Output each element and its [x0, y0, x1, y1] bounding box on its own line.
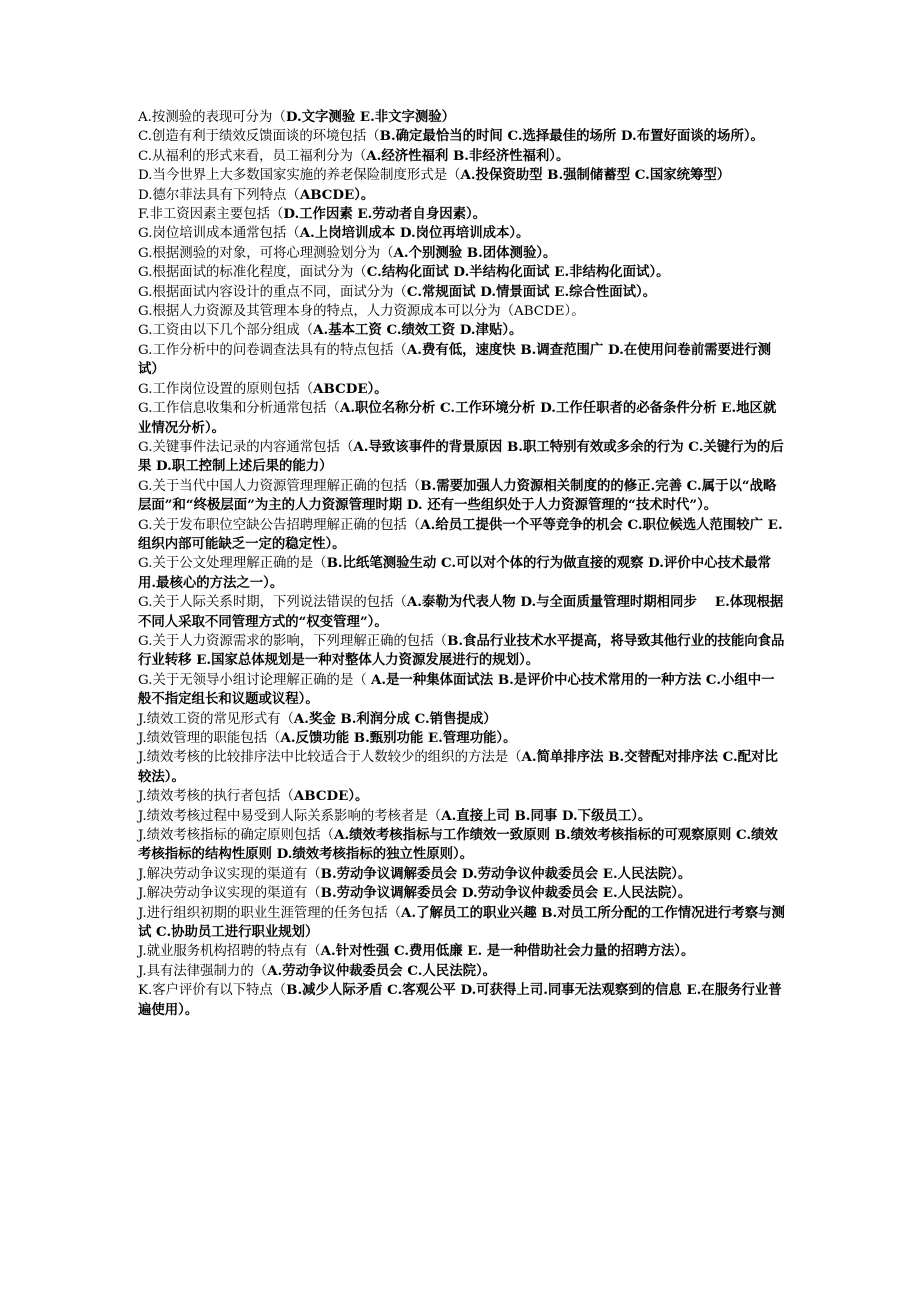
list-item: J.绩效考核的执行者包括（ABCDE）。	[138, 788, 369, 805]
list-item: G.关于发布职位空缺公告招聘理解正确的包括（A.给员工提供一个平等竞争的机会 C.职位候选人范围较广 E.组织内部可能缺乏一定的稳定性）。	[138, 516, 783, 552]
list-item: K.客户评价有以下特点（B.减少人际矛盾 C.客观公平 D.可获得上司.同事无法观察到的信息 E.在服务行业普遍使用）。	[138, 982, 782, 1018]
list-item: J.绩效管理的职能包括（A.反馈功能 B.甄别功能 E.管理功能）。	[138, 730, 517, 746]
list-item: D.德尔菲法具有下列特点（ABCDE）。	[138, 186, 375, 203]
list-item: G.工作岗位设置的原则包括（ABCDE）。	[138, 380, 388, 397]
list-item: G.根据人力资源及其管理本身的特点，人力资源成本可以分为（ABCDE）。	[138, 304, 585, 320]
list-item: G.工资由以下几个部分组成（A.基本工资 C.绩效工资 D.津贴）。	[138, 322, 523, 339]
list-item: G.岗位培训成本通常包括（A.上岗培训成本 D.岗位再培训成本）。	[138, 225, 530, 242]
list-item: A.按测验的表现可分为（D.文字测验 E.非文字测验）	[138, 109, 456, 125]
list-item: J.绩效工资的常见形式有（A.奖金 B.利润分成 C.销售提成）	[138, 710, 497, 727]
document-body	[138, 108, 786, 1020]
list-item: G.关于当代中国人力资源管理理解正确的包括（B.需要加强人力资源相关制度的的修正.完善 C.属于以“战略层面”和“终极层面”为主的人力资源管理时期 D. 还有一些组织处于人力资源管理的“技术时代”）。	[138, 477, 777, 514]
list-item: G.关于人际关系时期，下列说法错误的包括（A.泰勒为代表人物 D.与全面质量管理时期相同步 E.体现根据不同人采取不同管理方式的“权变管理”）。	[138, 594, 784, 630]
list-item: G.关于人力资源需求的影响，下列理解正确的包括（B.食品行业技术水平提高，将导致其他行业的技能向食品行业转移 E.国家总体规划是一种对整体人力资源发展进行的规划）。	[138, 632, 785, 669]
list-item: G.根据测验的对象，可将心理测验划分为（A.个别测验 B.团体测验）。	[138, 244, 557, 261]
list-item: J.具有法律强制力的（A.劳动争议仲裁委员会 C.人民法院）。	[138, 962, 497, 979]
list-item: G.关于无领导小组讨论理解正确的是（ A.是一种集体面试法 B.是评价中心技术常用的一种方法 C.小组中一般不指定组长和议题或议程）。	[138, 671, 775, 708]
list-item: J.绩效考核指标的确定原则包括（A.绩效考核指标与工作绩效一致原则 B.绩效考核指标的可观察原则 C.绩效考核指标的结构性原则 D.绩效考核指标的独立性原则）。	[138, 827, 778, 863]
list-item: G.工作分析中的问卷调查法具有的特点包括（A.费有低，速度快 B.调查范围广 D.在使用问卷前需要进行测试）	[138, 341, 772, 378]
list-item: J.解决劳动争议实现的渠道有（B.劳动争议调解委员会 D.劳动争议仲裁委员会 E.人民法院）。	[138, 885, 692, 902]
list-item: G.根据面试内容设计的重点不同，面试分为（C.常规面试 D.情景面试 E.综合性面试）。	[138, 283, 657, 300]
list-item: G.关键事件法记录的内容通常包括（A.导致该事件的背景原因 B.职工特别有效或多余的行为 C.关键行为的后果 D.职工控制上述后果的能力）	[138, 438, 784, 475]
list-item: C.从福利的形式来看，员工福利分为（A.经济性福利 B.非经济性福利）。	[138, 147, 570, 164]
list-item: G.根据面试的标准化程度，面试分为（C.结构化面试 D.半结构化面试 E.非结构化面试）。	[138, 264, 670, 281]
list-item: J.绩效考核的比较排序法中比较适合于人数较少的组织的方法是（A.简单排序法 B.交替配对排序法 C.配对比较法）。	[138, 749, 778, 785]
list-item: J.进行组织初期的职业生涯管理的任务包括（A.了解员工的职业兴趣 B.对员工所分配的工作情况进行考察与测试 C.协助员工进行职业规划）	[138, 904, 785, 941]
list-item: G.关于公文处理理解正确的是（B.比纸笔测验生动 C.可以对个体的行为做直接的观察 D.评价中心技术最常用.最核心的方法之一）。	[138, 555, 772, 591]
list-item: D.当今世界上大多数国家实施的养老保险制度形式是（A.投保资助型 B.强制储蓄型 C.国家统筹型）	[138, 167, 731, 184]
list-item: C.创造有利于绩效反馈面谈的环境包括（B.确定最恰当的时间 C.选择最佳的场所 D.布置好面谈的场所）。	[138, 128, 764, 145]
list-item: J.就业服务机构招聘的特点有（A.针对性强 C.费用低廉 E. 是一种借助社会力量的招聘方法）。	[138, 943, 695, 960]
list-item: J.绩效考核过程中易受到人际关系影响的考核者是（A.直接上司 B.同事 D.下级员工）。	[138, 807, 652, 824]
list-item: F.非工资因素主要包括（D.工作因素 E.劳动者自身因素）。	[138, 206, 487, 223]
list-item: J.解决劳动争议实现的渠道有（B.劳动争议调解委员会 D.劳动争议仲裁委员会 E.人民法院）。	[138, 865, 692, 882]
list-item: G.工作信息收集和分析通常包括（A.职位名称分析 C.工作环境分析 D.工作任职者的必备条件分析 E.地区就业情况分析）。	[138, 400, 777, 436]
